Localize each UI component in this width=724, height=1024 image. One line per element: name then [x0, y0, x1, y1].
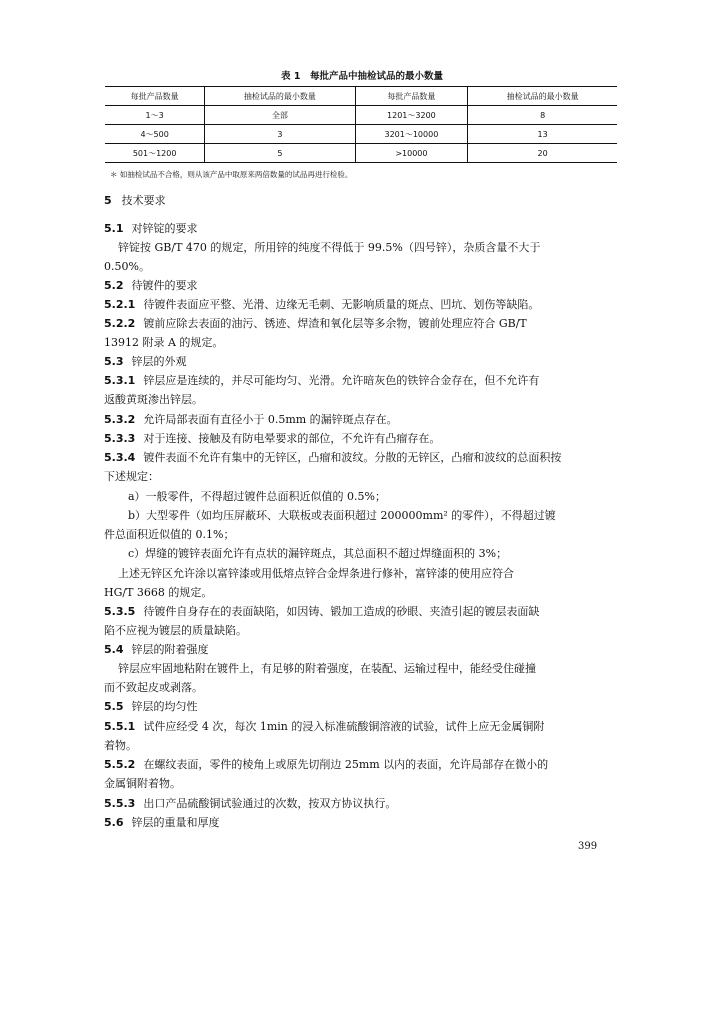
clause-heading-5-1 [104, 222, 620, 236]
clause-heading-5-6 [104, 816, 620, 830]
clause-text: 待镀件表面应平整、光滑、边缘无毛刺、无影响质量的斑点、凹坑、划伤等缺陷。 [143, 298, 540, 311]
clause-number: 5.5.3 [104, 797, 136, 810]
clause-text: 待镀件自身存在的表面缺陷，如因铸、锻加工造成的砂眼、夹渣引起的镀层表面缺 [143, 605, 540, 618]
paragraph-line: 上述无锌区允许涂以富锌漆或用低熔点锌合金焊条进行修补，富锌漆的使用应符合 [118, 567, 514, 580]
clause-5-5-3 [104, 797, 620, 811]
clause-text: 出口产品硫酸铜试验通过的次数，按双方协议执行。 [143, 797, 397, 810]
clause-heading-5-4 [104, 643, 620, 657]
clause-number: 5.2.2 [104, 317, 136, 330]
paragraph-line: 件总面积近似值的 0.1%； [104, 528, 235, 541]
clause-number: 5.2 [104, 279, 124, 292]
list-item-c: c）焊缝的镀锌表面允许有点状的漏锌斑点，其总面积不超过焊缝面积的 3%； [128, 547, 508, 560]
clause-number: 5.3.4 [104, 451, 136, 464]
clause-5-5-1 [104, 720, 620, 734]
table-cell: 5 [205, 144, 355, 163]
page-number: 399 [578, 841, 598, 852]
paragraph-line: 返酸黄斑渗出锌层。 [104, 393, 203, 406]
clause-heading-5-2 [104, 279, 620, 293]
clause-heading-5-3 [104, 355, 620, 369]
clause-5-5-2 [104, 758, 620, 772]
clause-title: 对锌锭的要求 [131, 222, 198, 235]
paragraph-line: 下述规定： [104, 470, 159, 483]
clause-title: 锌层的外观 [131, 355, 187, 368]
table-cell: 3201～10000 [355, 125, 468, 144]
clause-title: 锌层的均匀性 [131, 700, 198, 713]
clause-5-3-4 [104, 451, 620, 465]
table-cell: 3 [205, 125, 355, 144]
table-row [105, 144, 617, 163]
clause-number: 5.3.2 [104, 413, 136, 426]
clause-number: 5.3.5 [104, 605, 136, 618]
table-cell: 1201～3200 [355, 106, 468, 125]
clause-number: 5.2.1 [104, 298, 136, 311]
paragraph-line: 13912 附录 A 的规定。 [104, 336, 224, 349]
table-cell: 8 [468, 106, 617, 125]
paragraph-line: 锌层应牢固地粘附在镀件上，有足够的附着强度，在装配、运输过程中，能经受住碰撞 [118, 662, 536, 675]
clause-5-2-2 [104, 317, 620, 331]
section-title: 技术要求 [121, 194, 166, 207]
clause-text: 允许局部表面有直径小于 0.5mm 的漏锌斑点存在。 [143, 413, 398, 426]
table-cell: 20 [468, 144, 617, 163]
table-cell: 13 [468, 125, 617, 144]
clause-number: 5.5 [104, 700, 124, 713]
clause-number: 5.5.1 [104, 720, 136, 733]
table-cell: 1～3 [145, 110, 164, 120]
clause-number: 5.4 [104, 643, 124, 656]
list-item-b: b）大型零件（如均压屏蔽环、大联板或表面积超过 200000mm² 的零件），不得超过镀 [128, 509, 556, 522]
clause-number: 5.3 [104, 355, 124, 368]
table-header-cell: 抽检试品的最小数量 [205, 87, 355, 106]
table-row [105, 125, 617, 144]
clause-text: 锌层应是连续的，并尽可能均匀、光滑。允许暗灰色的铁锌合金存在，但不允许有 [143, 374, 540, 387]
paragraph-line: 着物。 [104, 739, 137, 752]
list-item-a: a）一般零件，不得超过镀件总面积近似值的 0.5%； [128, 490, 386, 503]
clause-5-3-3 [104, 432, 620, 446]
table-cell: 4～500 [140, 129, 169, 139]
table-cell: 全部 [205, 106, 355, 125]
clause-5-3-2 [104, 413, 620, 427]
section-number: 5 [104, 194, 112, 207]
table-cell: >10000 [355, 144, 468, 163]
paragraph-line: 陷不应视为镀层的质量缺陷。 [104, 624, 247, 637]
table-header-cell: 每批产品数量 [355, 87, 468, 106]
clause-text: 试件应经受 4 次，每次 1min 的浸入标准硫酸铜溶液的试验，试件上应无金属铜附 [143, 720, 545, 733]
paragraph-line: 锌锭按 GB/T 470 的规定，所用锌的纯度不得低于 99.5%（四号锌），杂质含量不大于 [118, 241, 541, 254]
clause-5-3-5 [104, 605, 620, 619]
clause-title: 待镀件的要求 [131, 279, 198, 292]
clause-number: 5.6 [104, 816, 124, 829]
clause-number: 5.5.2 [104, 758, 136, 771]
clause-text: 镀前应除去表面的油污、锈迹、焊渣和氧化层等多余物，镀前处理应符合 GB/T [143, 317, 527, 330]
section-heading-5 [104, 194, 620, 208]
clause-text: 镀件表面不允许有集中的无锌区，凸瘤和波纹。分散的无锌区，凸瘤和波纹的总面积按 [143, 451, 562, 464]
clause-title: 锌层的附着强度 [131, 643, 209, 656]
table-row [105, 106, 617, 125]
clause-5-3-1 [104, 374, 620, 388]
clause-heading-5-5 [104, 700, 620, 714]
paragraph-line: HG/T 3668 的规定。 [104, 586, 213, 599]
clause-title: 锌层的重量和厚度 [131, 816, 220, 829]
clause-text: 在螺纹表面，零件的棱角上或原先切削边 25mm 以内的表面，允许局部存在微小的 [143, 758, 549, 771]
clause-number: 5.3.1 [104, 374, 136, 387]
paragraph-line: 金属铜附着物。 [104, 777, 181, 790]
table-header-row [105, 87, 617, 106]
clause-number: 5.1 [104, 222, 124, 235]
clause-text: 对于连接、接触及有防电晕要求的部位，不允许有凸瘤存在。 [143, 432, 441, 445]
table-cell: 501～1200 [132, 148, 177, 158]
clause-number: 5.3.3 [104, 432, 136, 445]
table-caption: 表 1 每批产品中抽检试品的最小数量 [281, 71, 443, 82]
table-header-cell: 每批产品数量 [130, 91, 179, 101]
sampling-table [105, 86, 617, 163]
paragraph-line: 而不致起皮或剥落。 [104, 681, 203, 694]
table-header-cell: 抽检试品的最小数量 [468, 87, 617, 106]
clause-5-2-1 [104, 298, 620, 312]
table-footnote: ＊ 如抽检试品不合格，则从该产品中取原来两倍数量的试品再进行检验。 [110, 170, 353, 179]
paragraph-line: 0.50%。 [104, 260, 150, 273]
